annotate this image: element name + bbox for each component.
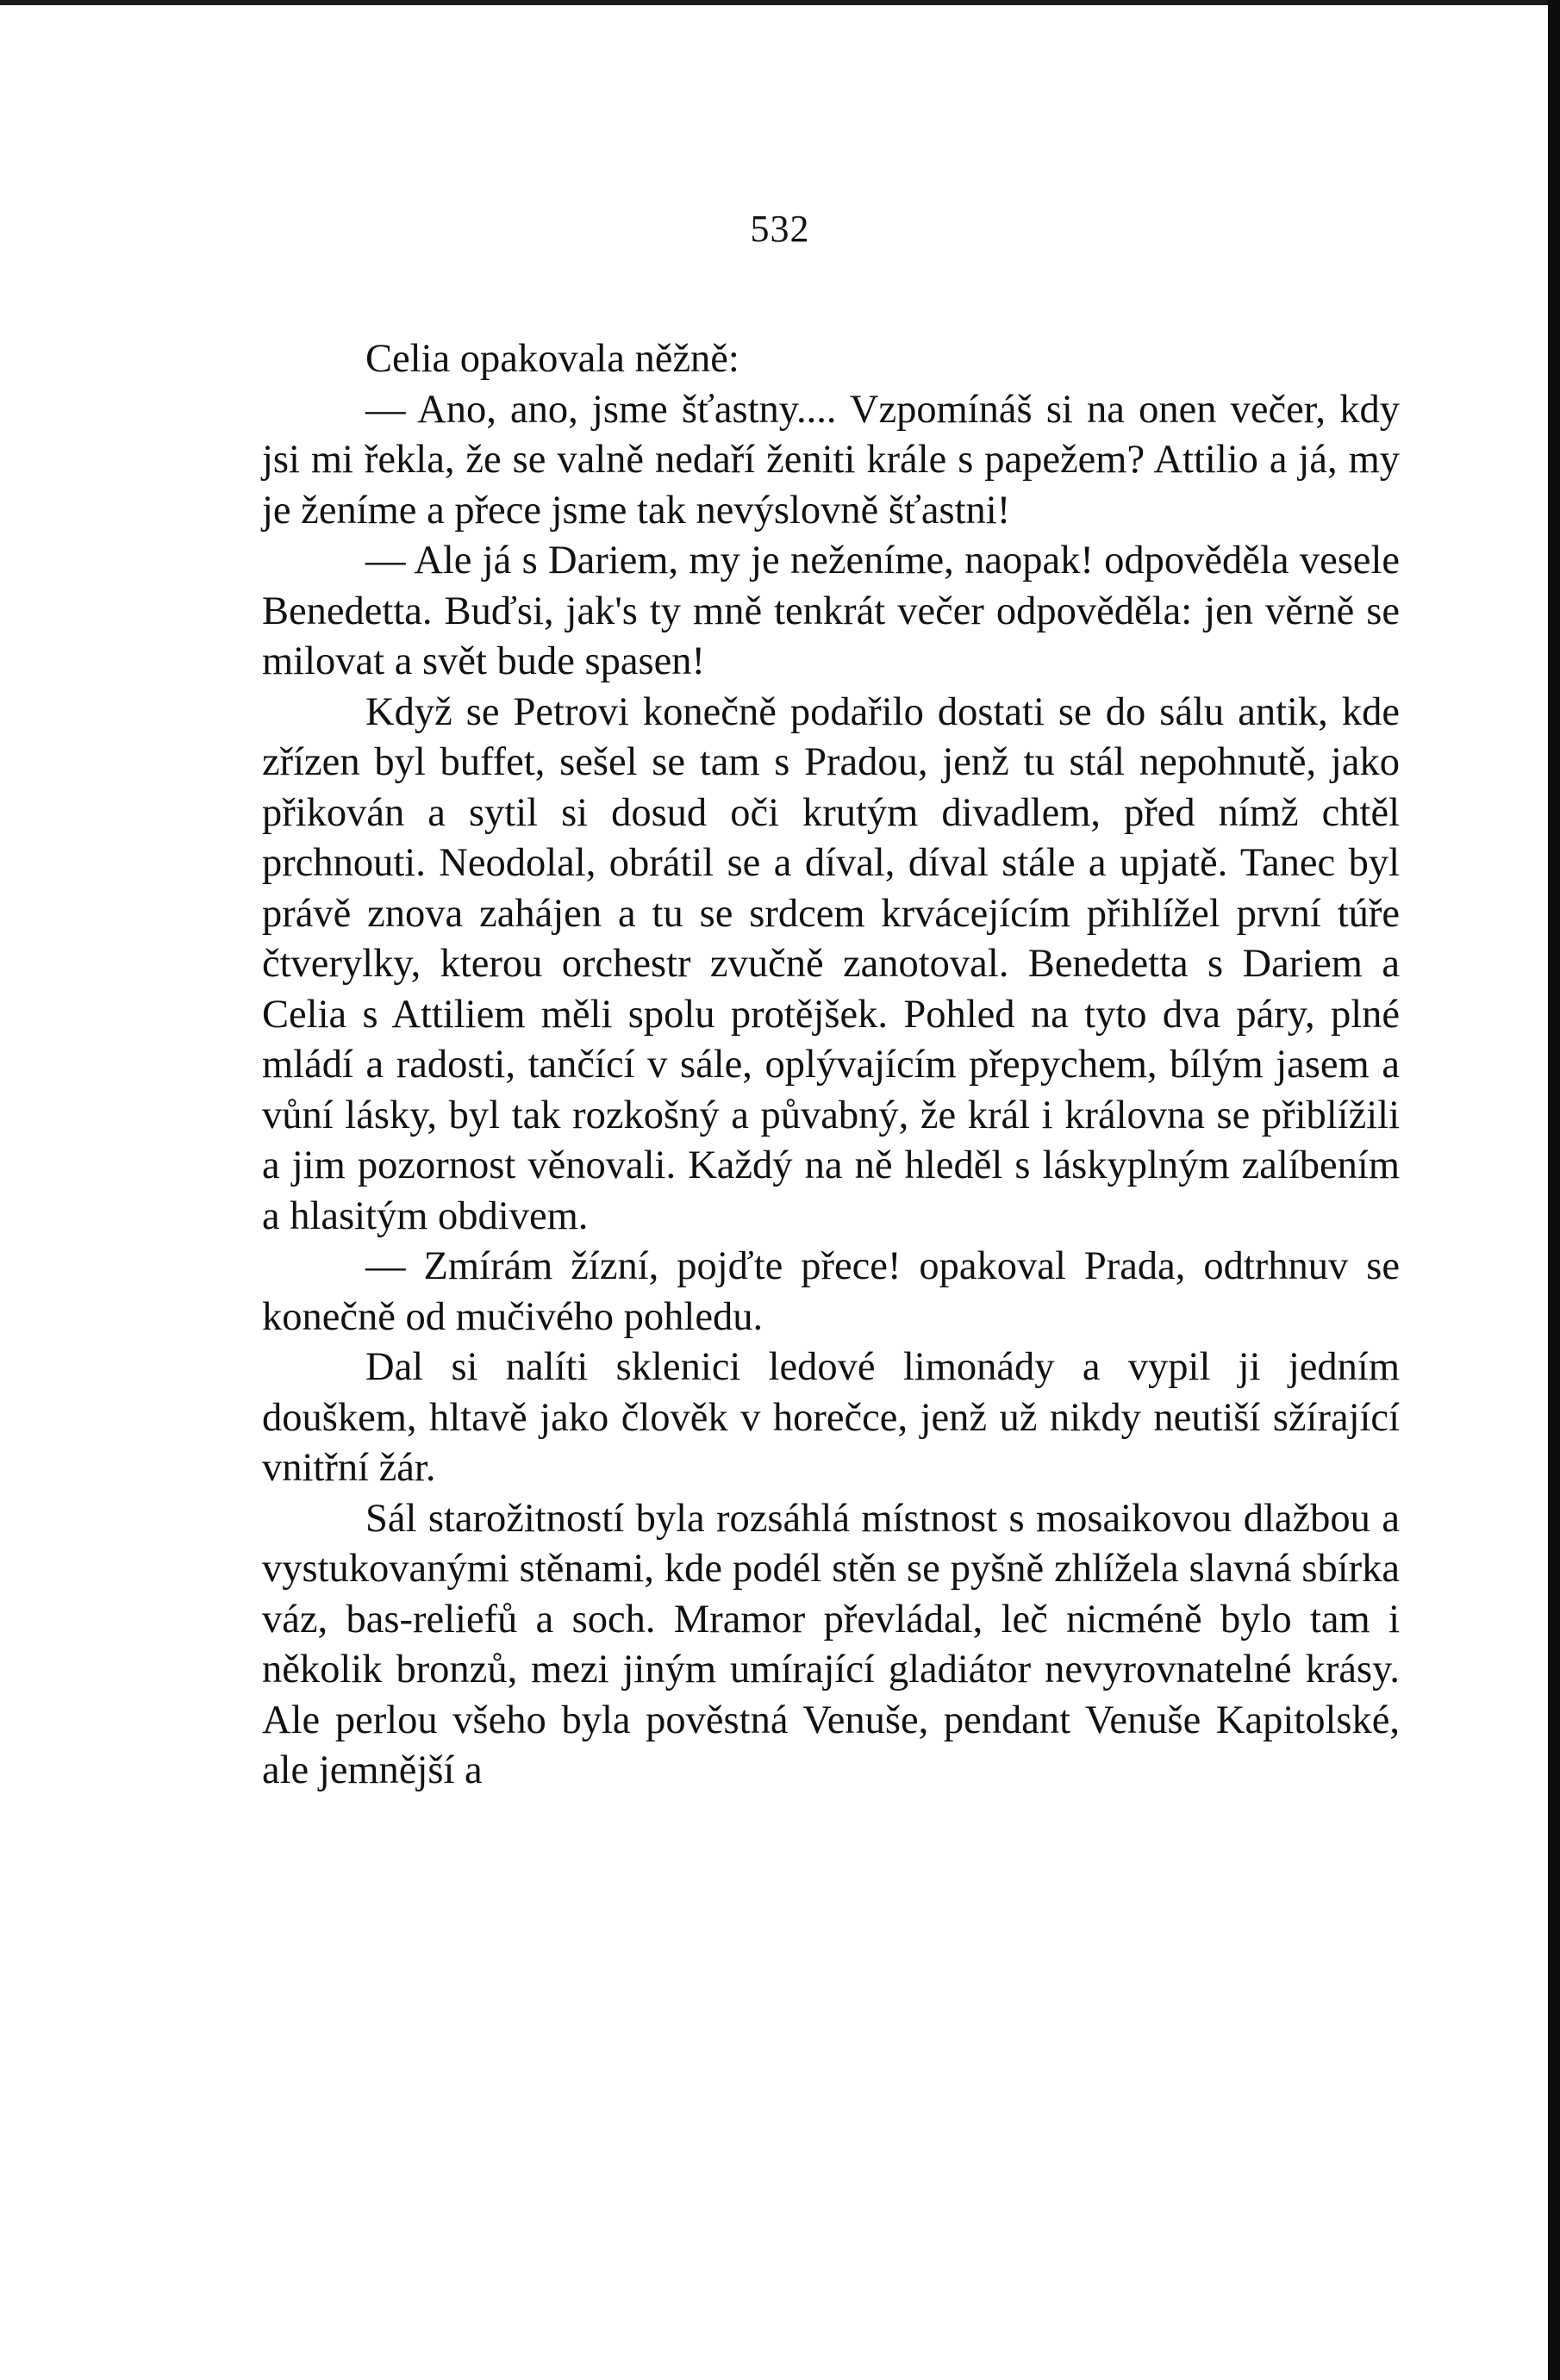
paragraph: Sál starožitností byla rozsáhlá místnost s mosaikovou dlažbou a vystukovanými stěnami, kde podél stěn se pyšně zhlížela slavná sbírka váz, bas-reliefů a soch. Mramor převládal, leč nicméně bylo tam i několik bronzů, mezi jiným umírající gladiátor nevyrovnatelné krásy. Ale perlou všeho byla pověstná Venuše, pendant Venuše Kapitolské, ale jemnější a xyxy=(262,1496,1400,1792)
scan-edge-right xyxy=(1548,0,1560,2380)
scan-edge-top xyxy=(0,0,1560,5)
paragraph: — Ano, ano, jsme šťastny.... Vzpomínáš si na onen večer, kdy jsi mi řekla, že se valně nedaří ženiti krále s papežem? Attilio a já, my je ženíme a přece jsme tak nevýslovně šťastni! xyxy=(262,387,1400,533)
paragraph: Když se Petrovi konečně podařilo dostati se do sálu antik, kde zřízen byl buffet, sešel se tam s Pradou, jenž tu stál nepohnutě, jako přikován a sytil si dosud oči krutým divadlem, před nímž chtěl prchnouti. Neodolal, obrátil se a díval, díval stále a upjatě. Tanec byl právě znova zahájen a tu se srdcem krvácejícím přihlížel první túře čtverylky, kterou orchestr zvučně zanotoval. Benedetta s Dariem a Celia s Attiliem měli spolu protějšek. Pohled na tyto dva páry, plné mládí a radosti, tančící v sále, oplývajícím přepychem, bílým jasem a vůní lásky, byl tak rozkošný a půvabný, že král i královna se přiblížili a jim pozornost věnovali. Každý na ně hleděl s láskyplným zalíbením a hlasitým obdivem. xyxy=(262,689,1400,1238)
body-text xyxy=(262,334,1400,1797)
paragraph: Dal si nalíti sklenici ledové limonády a vypil ji jedním douškem, hltavě jako člověk v horečce, jenž už nikdy neutiší sžírající vnitřní žár. xyxy=(262,1345,1400,1490)
paragraph: Celia opakovala něžně: xyxy=(365,337,739,381)
paragraph: — Zmírám žízní, pojďte přece! opakoval Prada, odtrhnuv se konečně od mučivého pohledu. xyxy=(262,1244,1400,1339)
page-number: 532 xyxy=(750,208,810,250)
paragraph: — Ale já s Dariem, my je neženíme, naopak! odpověděla vesele Benedetta. Buďsi, jak's ty mně tenkrát večer odpověděla: jen věrně se milovat a svět bude spasen! xyxy=(262,539,1400,683)
